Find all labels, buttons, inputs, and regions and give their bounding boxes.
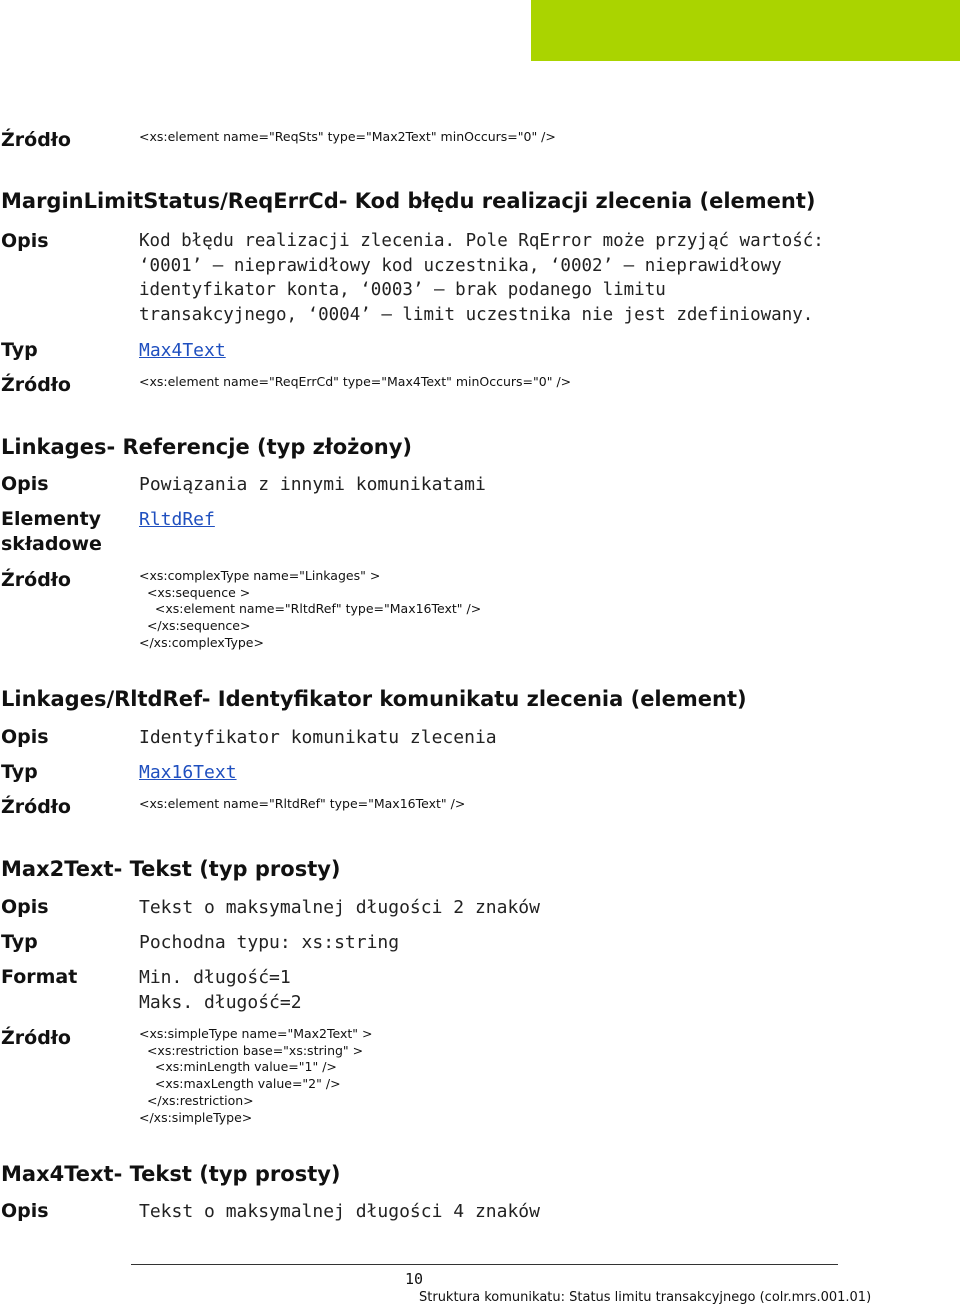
- description: Tekst o maksymalnej długości 4 znaków: [139, 1201, 540, 1222]
- source-code: <xs:element name="ReqSts" type="Max2Text" minOccurs="0" />: [139, 129, 556, 144]
- label-elementy: Elementy: [1, 508, 102, 530]
- description: Powiązania z innymi komunikatami: [139, 474, 486, 495]
- label-format: Format: [1, 966, 78, 988]
- description: Kod błędu realizacji zlecenia. Pole RqError może przyjąć wartość: ‘0001’ — nieprawidłowy kod uczestnika, ‘0002’ — nieprawidłowy identyfikator konta, ‘0003’ — brak podanego limitu transakcyjnego, ‘0004’ — limit uczestnika nie jest zdefiniowany.: [139, 231, 824, 325]
- page-number: 10: [405, 1270, 424, 1288]
- label-opis: Opis: [1, 473, 49, 495]
- label-skladowe: składowe: [1, 533, 102, 555]
- label-opis: Opis: [1, 1200, 49, 1222]
- section-heading: Max4Text- Tekst (typ prosty): [1, 1162, 341, 1186]
- description: Identyfikator komunikatu zlecenia: [139, 727, 497, 748]
- section-heading: MarginLimitStatus/ReqErrCd- Kod błędu realizacji zlecenia (element): [1, 189, 816, 213]
- label-typ: Typ: [1, 931, 38, 953]
- accent-bar: [531, 0, 960, 61]
- source-code: <xs:simpleType name="Max2Text" > <xs:restriction base="xs:string" > <xs:minLength value="1" /> <xs:maxLength value="2" /> </xs:restriction> </xs:simpleType>: [139, 1026, 373, 1125]
- section-heading: Linkages- Referencje (typ złożony): [1, 435, 413, 459]
- label-zrodlo: Źródło: [1, 1027, 71, 1049]
- section-heading: Max2Text- Tekst (typ prosty): [1, 857, 341, 881]
- label-zrodlo: Źródło: [1, 569, 71, 591]
- label-opis: Opis: [1, 896, 49, 918]
- type-link[interactable]: Max4Text: [139, 340, 226, 361]
- label-typ: Typ: [1, 339, 38, 361]
- element-link[interactable]: RltdRef: [139, 509, 215, 530]
- format-min: Min. długość=1: [139, 967, 291, 988]
- source-code: <xs:element name="RltdRef" type="Max16Text" />: [139, 796, 466, 811]
- type-link[interactable]: Max16Text: [139, 762, 237, 783]
- footer-divider: [131, 1264, 838, 1265]
- label-opis: Opis: [1, 726, 49, 748]
- description: Tekst o maksymalnej długości 2 znaków: [139, 897, 540, 918]
- label-zrodlo: Źródło: [1, 796, 71, 818]
- label-zrodlo: Źródło: [1, 129, 71, 151]
- footer-text: Struktura komunikatu: Status limitu transakcyjnego (colr.mrs.001.01): [419, 1290, 872, 1305]
- label-zrodlo: Źródło: [1, 374, 71, 396]
- section-heading: Linkages/RltdRef- Identyfikator komunikatu zlecenia (element): [1, 687, 747, 711]
- label-opis: Opis: [1, 230, 49, 252]
- type-value: Pochodna typu: xs:string: [139, 932, 400, 953]
- format-max: Maks. długość=2: [139, 992, 302, 1013]
- source-code: <xs:element name="ReqErrCd" type="Max4Text" minOccurs="0" />: [139, 374, 572, 389]
- source-code: <xs:complexType name="Linkages" > <xs:sequence > <xs:element name="RltdRef" type="Max16Text" /> </xs:sequence> </xs:complexType>: [139, 568, 482, 650]
- label-typ: Typ: [1, 761, 38, 783]
